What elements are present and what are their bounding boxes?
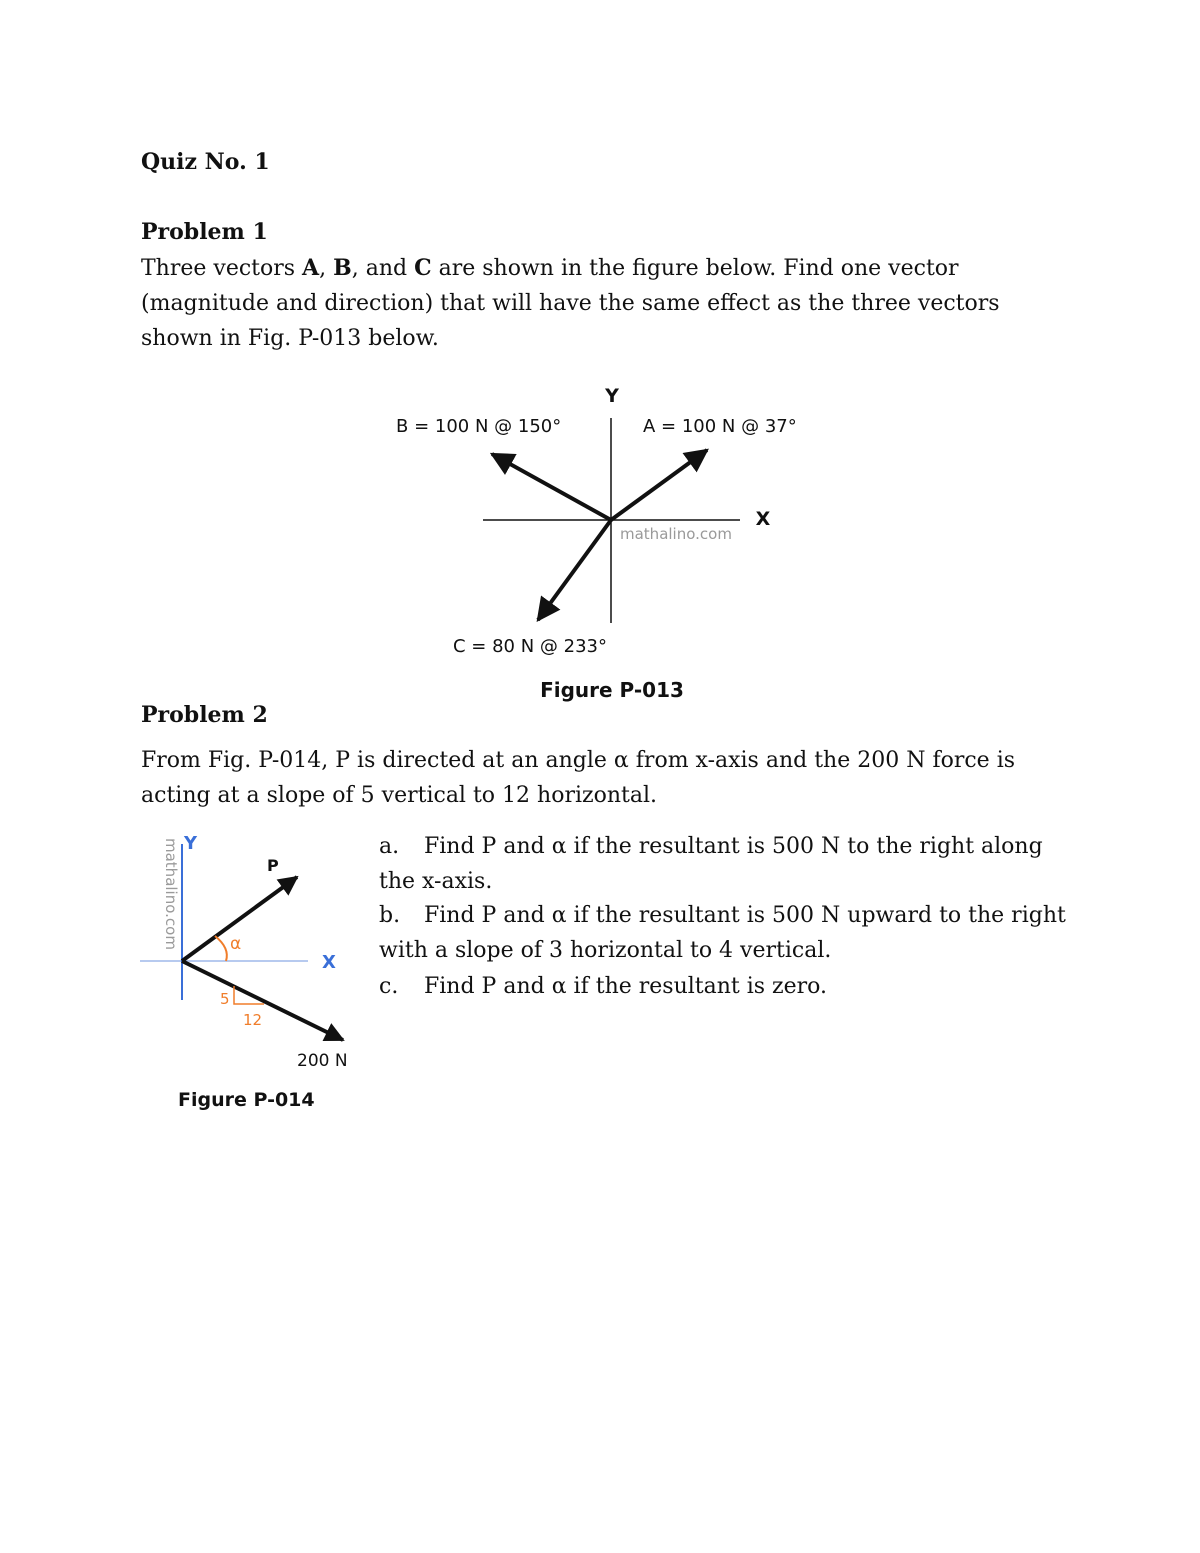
vector-b-arrow <box>492 454 611 520</box>
question-c: c. Find P and α if the resultant is zero. <box>379 974 828 999</box>
figure-p013-caption: Figure P-013 <box>540 678 684 702</box>
alpha-label: α <box>230 934 242 954</box>
figure-p014-caption: Figure P-014 <box>178 1089 315 1111</box>
vector-b-name: B <box>333 255 352 281</box>
x-axis-label: X <box>755 508 771 530</box>
x-axis-label: X <box>322 952 336 973</box>
vector-c-name: C <box>414 255 432 281</box>
slope-vertical-label: 5 <box>220 990 230 1008</box>
y-axis-label: Y <box>184 833 198 854</box>
watermark: mathalino.com <box>162 838 180 950</box>
vector-a-label: A = 100 N @ 37° <box>643 416 797 437</box>
problem-2-text: From Fig. P-014, P is directed at an angle α from x-axis and the 200 N force is acting at a slope of 5 vertical to 12 horizontal. <box>141 748 1016 808</box>
problem-1-text: Three vectors A, B, and C are shown in the figure below. Find one vector (magnitude and direction) that will have the same effect as the three vectors shown in Fig. P-013 below. <box>141 255 1000 351</box>
figure-p014 <box>140 828 365 1123</box>
vector-b-label: B = 100 N @ 150° <box>396 416 562 437</box>
y-axis-label: Y <box>605 385 619 407</box>
p-label: P <box>267 856 279 875</box>
vector-c-arrow <box>538 520 611 620</box>
figure-p013 <box>380 380 840 710</box>
vector-c-label: C = 80 N @ 233° <box>453 636 607 657</box>
slope-horizontal-label: 12 <box>243 1011 263 1029</box>
vector-a-arrow <box>611 450 707 520</box>
vector-a-name: A <box>302 255 320 281</box>
watermark: mathalino.com <box>620 525 732 543</box>
quiz-title: Quiz No. 1 <box>141 149 270 175</box>
force-label: 200 N <box>297 1051 348 1071</box>
problem-1-heading: Problem 1 <box>141 219 268 245</box>
alpha-arc <box>215 936 227 961</box>
problem-2-heading: Problem 2 <box>141 702 268 728</box>
question-a: a. Find P and α if the resultant is 500 N to the right along the x-axis. <box>379 834 1043 894</box>
question-b: b. Find P and α if the resultant is 500 N upward to the right with a slope of 3 horizontal to 4 vertical. <box>379 903 1066 963</box>
force-200n-arrow <box>182 961 343 1040</box>
